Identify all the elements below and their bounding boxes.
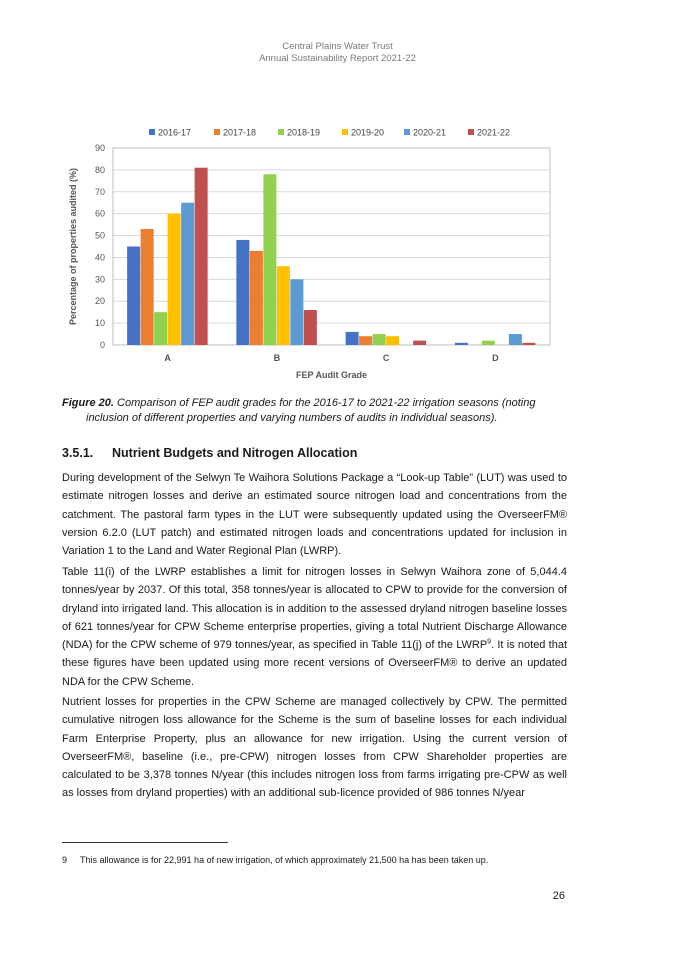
section-heading (62, 446, 357, 460)
bar (195, 168, 208, 345)
bar (277, 266, 290, 345)
section-number: 3.5.1. (62, 446, 94, 460)
paragraph-lut: During development of the Selwyn Te Waihora Solutions Package a “Look-up Table” (LUT) was used to estimate nitrogen losses and derive an estimated source nitrogen load and concentrations from the catchment. The pastoral farm types in the LUT were subsequently updated using the OverseerFM® version 6.2.0 (LUT patch) and estimated nitrogen loads and concentrations updated for inclusion in Variation 1 to the Land and Water Regional Plan (LWRP). (62, 472, 567, 558)
bar (141, 229, 154, 345)
legend-swatch (149, 129, 155, 135)
paragraph-nutrient-losses: Nutrient losses for properties in the CPW Scheme are managed collectively by CPW. The permitted cumulative nitrogen loss allowance for the Scheme is the sum of baseline losses for each individual Farm Enterprise Property, plus an allowance for new irrigation. Using the current version of OverseerFM®, baseline (i.e., pre-CPW) nitrogen losses from CPW Shareholder properties are calculated to be 3,378 tonnes N/year (this includes nitrogen loss from farms irrigating pre-CPW as well as losses from dryland properties) with an additional sub-licence provided of 986 tonnes N/year (62, 696, 567, 800)
page-number: 26 (552, 890, 565, 902)
y-axis-title: Percentage of properties audited (%) (68, 167, 78, 326)
bar (168, 214, 181, 345)
bar (127, 247, 140, 346)
bar (455, 343, 468, 345)
caption-text-line2: inclusion of different properties and varying numbers of audits in individual seasons). (86, 412, 498, 424)
caption-text-line1: Comparison of FEP audit grades for the 2016-17 to 2021-22 irrigation seasons (noting (117, 397, 536, 409)
bar (386, 336, 399, 345)
bar (509, 334, 522, 345)
bar (359, 336, 372, 345)
y-tick-label: 50 (94, 230, 105, 241)
footnote (62, 854, 488, 866)
bar (522, 343, 535, 345)
legend-swatch (404, 129, 410, 135)
footnote-text: This allowance is for 22,991 ha of new irrigation, of which approximately 21,500 ha has been taken up. (80, 855, 489, 865)
legend-swatch (214, 129, 220, 135)
footnote-ref[interactable]: 9 (487, 638, 492, 646)
y-tick-label: 70 (94, 186, 105, 197)
paragraph-lwrp-text-a: Table 11(i) of the LWRP establishes a limit for nitrogen losses in Selwyn Waihora zone of 5,044.4 tonnes/year by 2037. Of this total, 358 tonnes/year is allocated to CPW to provide for the conversion of dryland into irrigated land. This allocation is in addition to the assessed dryland nitrogen baseline losses of 621 tonnes/year for CPW Scheme enterprise properties, giving a total Nutrient Discharge Allowance (NDA) for the CPW scheme of 979 tonnes/year, as specified in Table 11(j) of the LWRP (62, 566, 567, 652)
fep-audit-grade-chart (62, 120, 562, 385)
x-axis-title: FEP Audit Grade (295, 370, 368, 380)
x-tick-label: B (273, 353, 281, 363)
figure-caption (62, 396, 567, 426)
bar (236, 240, 249, 345)
bar (263, 174, 276, 345)
x-tick-label: C (382, 353, 390, 363)
x-tick-label: D (492, 353, 499, 363)
bar (304, 310, 317, 345)
x-tick-label: A (164, 353, 171, 363)
y-tick-label: 40 (94, 252, 105, 263)
header-org: Central Plains Water Trust (282, 41, 393, 52)
paragraph-lwrp-limit (62, 563, 567, 691)
legend-label: 2020-21 (413, 127, 447, 138)
legend-label: 2017-18 (223, 127, 257, 138)
bar (250, 251, 263, 345)
figure-label: Figure 20. (62, 397, 114, 409)
paragraph-lwrp-text-b: . It is noted that these figures have been updated using more recent versions of OverseerFM® to derive an updated NDA for the CPW Scheme. (62, 639, 568, 688)
legend-label: 2021-22 (477, 127, 511, 138)
legend-label: 2019-20 (351, 127, 385, 138)
bar (482, 341, 495, 345)
bar (373, 334, 386, 345)
y-tick-label: 0 (99, 340, 105, 350)
bar (154, 312, 167, 345)
legend-swatch (278, 129, 284, 135)
footnote-divider (62, 842, 228, 843)
y-tick-label: 10 (94, 318, 105, 329)
legend-label: 2018-19 (287, 127, 321, 138)
legend-label: 2016-17 (158, 127, 192, 138)
footnote-number: 9 (62, 855, 68, 865)
bar (290, 279, 303, 345)
y-tick-label: 30 (94, 274, 105, 285)
bar (413, 341, 426, 345)
bar (181, 203, 194, 345)
y-tick-label: 90 (94, 143, 105, 153)
y-tick-label: 60 (94, 208, 105, 219)
y-tick-label: 80 (94, 164, 105, 175)
section-title: Nutrient Budgets and Nitrogen Allocation (112, 446, 358, 460)
bar (346, 332, 359, 345)
y-tick-label: 20 (94, 296, 105, 307)
legend-swatch (468, 129, 474, 135)
legend-swatch (342, 129, 348, 135)
header-report-title: Annual Sustainability Report 2021-22 (259, 53, 416, 64)
page-header (0, 41, 675, 65)
